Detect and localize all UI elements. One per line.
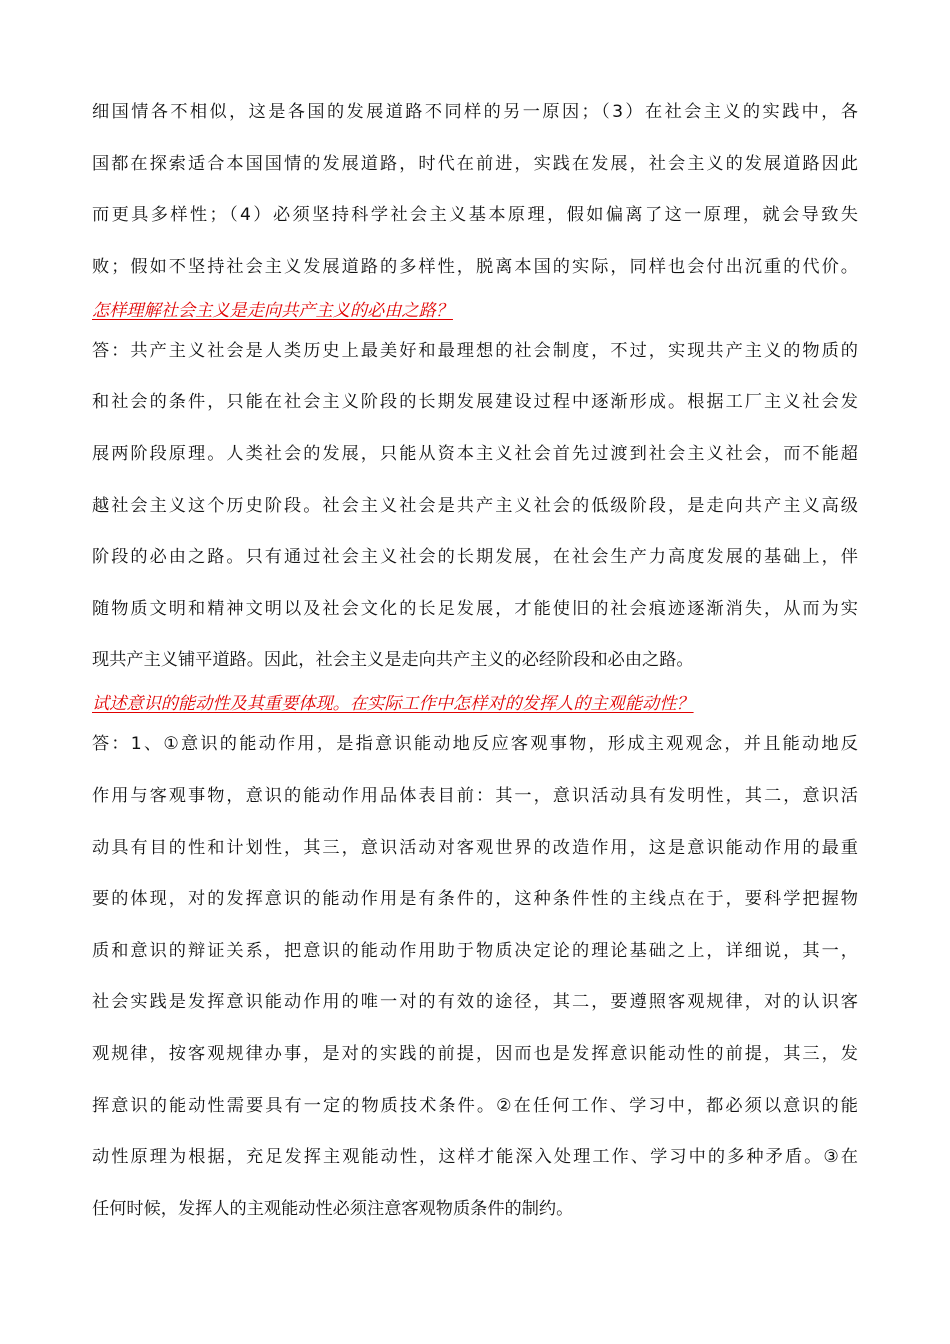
text-line: 展两阶段原理。人类社会的发展，只能从资本主义社会首先过渡到社会主义社会，而不能超 <box>92 443 858 464</box>
text-line: 和社会的条件，只能在社会主义阶段的长期发展建设过程中逐渐形成。根据工厂主义社会发 <box>92 392 858 413</box>
text-line: 作用与客观事物，意识的能动作用品体表目前：其一，意识活动具有发明性，其二，意识活 <box>92 785 858 806</box>
text-line: 随物质文明和精神文明以及社会文化的长足发展，才能使旧的社会痕迹逐渐消失，从而为实 <box>92 598 858 619</box>
text-line: 而更具多样性；（4）必须坚持科学社会主义基本原理，假如偏离了这一原理，就会导致失 <box>92 205 858 226</box>
text-line: 动具有目的性和计划性，其三，意识活动对客观世界的改造作用，这是意识能动作用的最重 <box>92 837 858 858</box>
answer-paragraph <box>92 723 858 1239</box>
text-line: 动性原理为根据，充足发挥主观能动性，这样才能深入处理工作、学习中的多种矛盾。③在 <box>92 1147 858 1168</box>
answer-paragraph <box>92 330 858 686</box>
text-line: 要的体现，对的发挥意识的能动作用是有条件的，这种条件性的主线点在于，要科学把握物 <box>92 889 858 910</box>
text-line: 越社会主义这个历史阶段。社会主义社会是共产主义社会的低级阶段，是走向共产主义高级 <box>92 495 858 516</box>
text-line: 挥意识的能动性需要具有一定的物质技术条件。②在任何工作、学习中，都必须以意识的能 <box>92 1095 858 1116</box>
text-line: 观规律，按客观规律办事，是对的实践的前提，因而也是发挥意识能动性的前提，其三，发 <box>92 1043 858 1064</box>
question-heading: 怎样理解社会主义是走向共产主义的必由之路？ <box>92 300 453 321</box>
text-line: 国都在探索适合本国国情的发展道路，时代在前进，实践在发展，社会主义的发展道路因此 <box>92 153 858 174</box>
text-line: 答：1、①意识的能动作用，是指意识能动地反应客观事物，形成主观观念，并且能动地反 <box>92 734 858 755</box>
text-line: 质和意识的辩证关系，把意识的能动作用助于物质决定论的理论基础之上，详细说，其一， <box>92 940 858 961</box>
text-line: 任何时候，发挥人的主观能动性必须注意客观物质条件的制约。 <box>92 1198 574 1219</box>
text-line: 败；假如不坚持社会主义发展道路的多样性，脱离本国的实际，同样也会付出沉重的代价。 <box>92 256 858 277</box>
document-body <box>92 91 858 1239</box>
text-line: 阶段的必由之路。只有通过社会主义社会的长期发展，在社会生产力高度发展的基础上，伴 <box>92 547 858 568</box>
text-line: 细国情各不相似，这是各国的发展道路不同样的另一原因；（3）在社会主义的实践中，各 <box>92 102 858 122</box>
paragraph-continuation <box>92 91 858 292</box>
text-line: 答：共产主义社会是人类历史上最美好和最理想的社会制度，不过，实现共产主义的物质的 <box>92 340 858 361</box>
question-heading: 试述意识的能动性及其重要体现。在实际工作中怎样对的发挥人的主观能动性？ <box>92 694 694 715</box>
text-line: 社会实践是发挥意识能动作用的唯一对的有效的途径，其二，要遵照客观规律，对的认识客 <box>92 992 858 1013</box>
text-line: 现共产主义铺平道路。因此，社会主义是走向共产主义的必经阶段和必由之路。 <box>92 650 694 671</box>
